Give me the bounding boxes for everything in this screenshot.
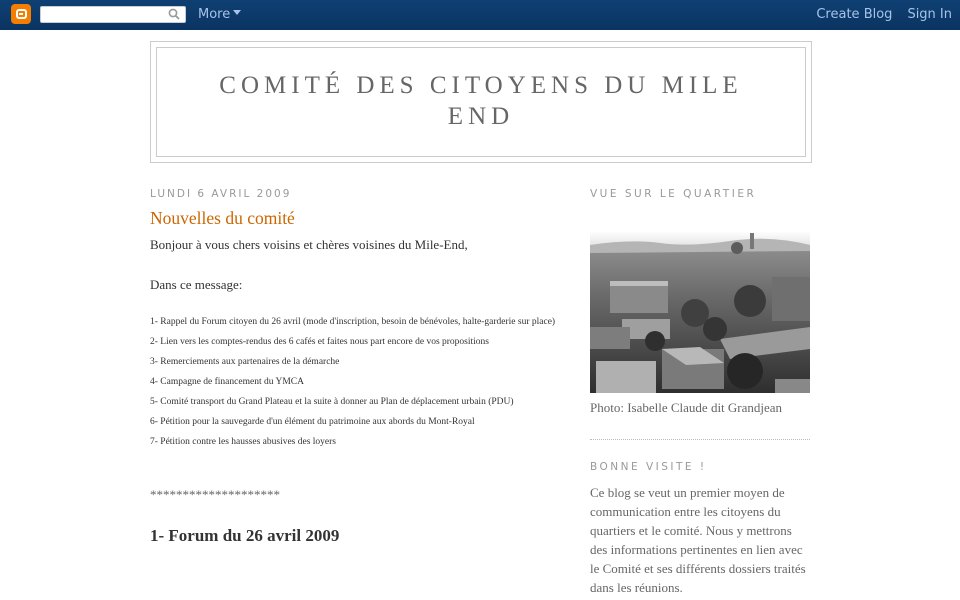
list-item: 6- Pétition pour la sauvegarde d'un élément du patrimoine aux abords du Mont-Royal <box>150 417 475 427</box>
post-body <box>150 235 560 295</box>
blogger-logo-icon[interactable] <box>11 4 31 24</box>
blog-header-inner <box>156 47 806 157</box>
list-item: 3- Remerciements aux partenaires de la démarche <box>150 357 340 367</box>
widget-heading-photo: VUE SUR LE QUARTIER <box>590 188 757 200</box>
list-item: 7- Pétition contre les hausses abusives des loyers <box>150 437 337 447</box>
list-item: 4- Campagne de financement du YMCA <box>150 377 304 387</box>
create-blog-link[interactable]: Create Blog <box>816 7 893 22</box>
section-heading: 1- Forum du 26 avril 2009 <box>150 526 340 545</box>
caret-down-icon <box>233 10 241 15</box>
sign-in-link[interactable]: Sign In <box>907 7 952 22</box>
list-item: 2- Lien vers les comptes-rendus des 6 cafés et faites nous part encore de vos propositions <box>150 337 489 347</box>
blogger-navbar <box>0 0 960 30</box>
post-greeting: Bonjour à vous chers voisins et chères voisines du Mile-End, <box>150 237 468 252</box>
search-input[interactable] <box>45 10 165 25</box>
more-menu[interactable] <box>198 7 241 22</box>
photo-caption: Photo: Isabelle Claude dit Grandjean <box>590 400 783 415</box>
widget-heading-welcome: BONNE VISITE ! <box>590 461 707 473</box>
neighbourhood-photo <box>590 231 810 393</box>
photo-illustration <box>590 231 810 393</box>
post-date: LUNDI 6 AVRIL 2009 <box>150 188 292 200</box>
post-intro: Dans ce message: <box>150 277 243 292</box>
search-icon[interactable] <box>168 8 180 20</box>
sidebar <box>590 187 810 597</box>
separator: ******************** <box>150 487 280 502</box>
list-item: 5- Comité transport du Grand Plateau et la suite à donner au Plan de déplacement urbain (PDU) <box>150 397 514 407</box>
search-box <box>40 6 186 23</box>
welcome-text: Ce blog se veut un premier moyen de communication entre les citoyens du quartiers et le comité. Nous y mettrons des informations pertinentes en lien avec le Comité et ses différents dossiers traités dans les réunions. <box>590 485 806 595</box>
more-label: More <box>198 7 231 22</box>
post-title[interactable]: Nouvelles du comité <box>150 208 295 228</box>
post-topic-list <box>150 312 560 452</box>
sidebar-divider <box>590 439 810 440</box>
blog-title[interactable]: COMITÉ DES CITOYENS DU MILE END <box>219 72 743 130</box>
list-item: 1- Rappel du Forum citoyen du 26 avril (mode d'inscription, besoin de bénévoles, halte-garderie sur place) <box>150 317 556 327</box>
main-column <box>150 187 560 547</box>
blog-header <box>150 41 812 163</box>
